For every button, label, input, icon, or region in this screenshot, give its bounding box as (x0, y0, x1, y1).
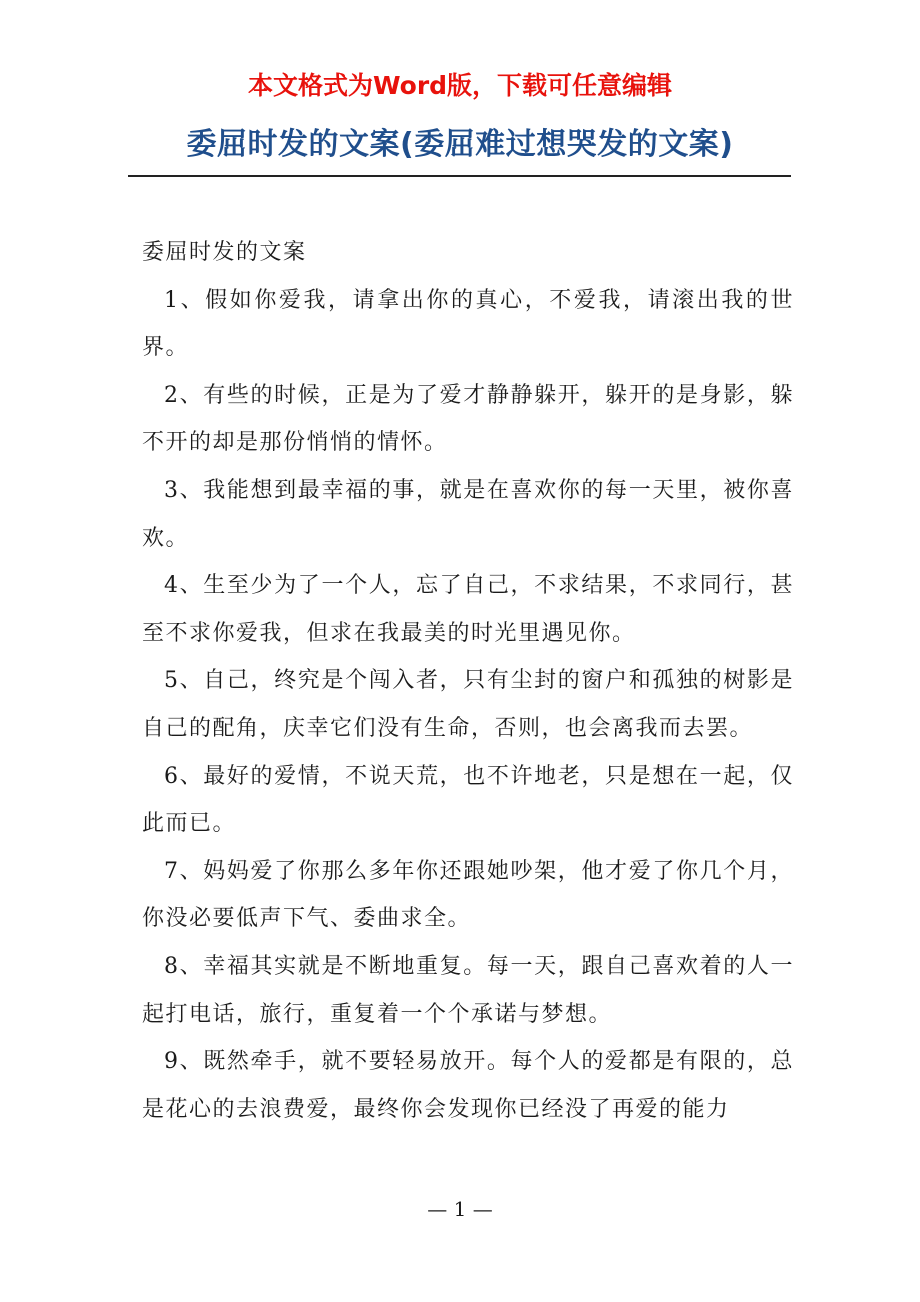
list-item: 6、最好的爱情，不说天荒，也不许地老，只是想在一起，仅此而已。 (142, 763, 794, 837)
section-heading: 委屈时发的文案 (142, 240, 307, 265)
document-body (142, 229, 794, 1133)
document-title: 委屈时发的文案(委屈难过想哭发的文案) (186, 127, 734, 162)
list-item: 4、生至少为了一个人，忘了自己，不求结果，不求同行，甚至不求你爱我，但求在我最美的时光里遇见你。 (142, 573, 794, 646)
title-divider (128, 175, 791, 177)
list-item: 8、幸福其实就是不断地重复。每一天，跟自己喜欢着的人一起打电话，旅行，重复着一个个承诺与梦想。 (142, 953, 794, 1027)
format-notice: 本文格式为Word版，下载可任意编辑 (247, 71, 673, 100)
list-item: 1、假如你爱我，请拿出你的真心，不爱我，请滚出我的世界。 (142, 287, 794, 361)
list-item: 7、妈妈爱了你那么多年你还跟她吵架，他才爱了你几个月，你没必要低声下气、委曲求全。 (142, 858, 794, 932)
list-item: 3、我能想到最幸福的事，就是在喜欢你的每一天里，被你喜欢。 (142, 477, 794, 551)
list-item: 9、既然牵手，就不要轻易放开。每个人的爱都是有限的，总是花心的去浪费爱，最终你会发现你已经没了再爱的能力 (142, 1049, 794, 1122)
list-item: 2、有些的时候，正是为了爱才静静躲开，躲开的是身影，躲不开的却是那份悄悄的情怀。 (142, 382, 794, 456)
page-number: — 1 — (427, 1197, 493, 1221)
list-item: 5、自己，终究是个闯入者，只有尘封的窗户和孤独的树影是自己的配角，庆幸它们没有生命，否则，也会离我而去罢。 (142, 668, 794, 741)
